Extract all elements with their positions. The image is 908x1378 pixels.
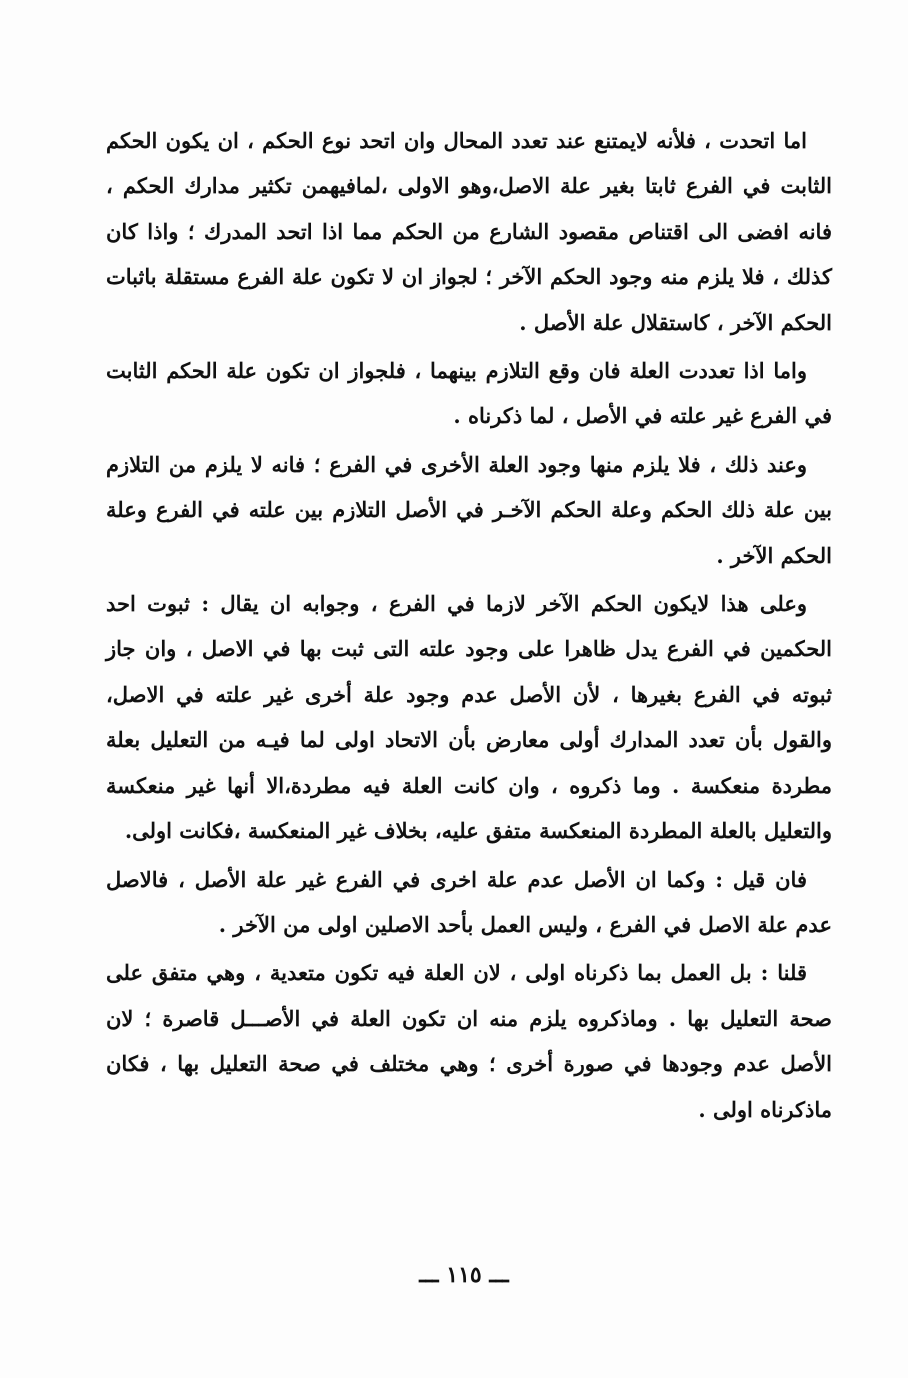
page-number: ـــ ١١٥ ـــ: [419, 1262, 509, 1288]
paragraph-5: فان قيل : وكما ان الأصل عدم علة اخرى في الفرع غير علة الأصل ، فالاصل عدم علة الاصل في الفرع ، وليس العمل بأحد الاصلين اولى من الآخر .: [106, 866, 832, 937]
paragraph-2: واما اذا تعددت العلة فان وقع التلازم بينهما ، فلجواز ان تكون علة الحكم الثابت في الفرع غير علته في الأصل ، لما ذكرناه .: [106, 358, 832, 429]
paragraph-1: اما اتحدت ، فلأنه لايمتنع عند تعدد المحال وان اتحد نوع الحكم ، ان يكون الحكم الثابت في الفرع ثابتا بغير علة الاصل،وهو الاولى ،لمافيهمن تكثير مدارك الحكم ، فانه افضى الى اقتناص مقصود الشارع من الحكم مما اذا اتحد المدرك ؛ واذا كان كذلك ، فلا يلزم منه وجود الحكم الآخر ؛ لجواز ان لا تكون علة الفرع مستقلة باثبات الحكم الآخر ، كاستقلال علة الأصل .: [106, 128, 832, 335]
body-text: [106, 118, 832, 1132]
paragraph-3: وعند ذلك ، فلا يلزم منها وجود العلة الأخرى في الفرع ؛ فانه لا يلزم من التلازم بين علة ذلك الحكم وعلة الحكم الآخـر في الأصل التلازم بين علته في الفرع وعلة الحكم الآخر .: [106, 451, 832, 568]
paragraph-4: وعلى هذا لايكون الحكم الآخر لازما في الفرع ، وجوابه ان يقال : ثبوت احد الحكمين في الفرع يدل ظاهرا على وجود علته التى ثبت بها في الاصل ، وان جاز ثبوته في الفرع بغيرها ، لأن الأصل عدم وجود علة أخرى غير علته في الاصل، والقول بأن تعدد المدارك أولى معارض بأن الاتحاد اولى لما فيـه من التعليل بعلة مطردة منعكسة . وما ذكروه ، وان كانت العلة فيه مطردة،الا أنها غير منعكسة والتعليل بالعلة المطردة المنعكسة متفق عليه، بخلاف غير المنعكسة ،فكانت اولى.: [106, 591, 832, 844]
paragraph-6: قلنا : بل العمل بما ذكرناه اولى ، لان العلة فيه تكون متعدية ، وهي متفق على صحة التعليل بها . وماذكروه يلزم منه ان تكون العلة في الأصـــل قاصرة ؛ لان الأصل عدم وجودها في صورة أخرى ؛ وهي مختلف في صحة التعليل بها ، فكان ماذكرناه اولى .: [106, 960, 832, 1122]
